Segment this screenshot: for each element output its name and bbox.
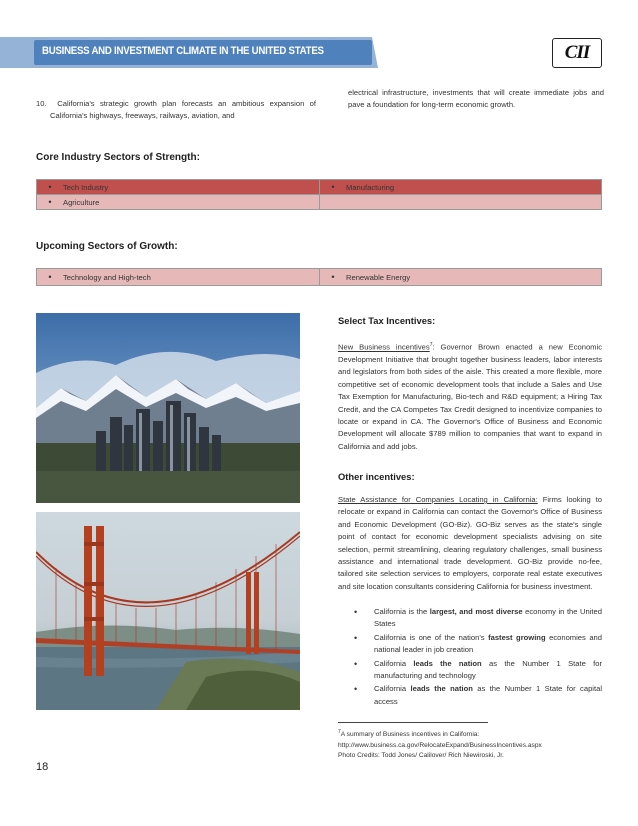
- table-row: [37, 269, 602, 286]
- intro-left-paragraph: [36, 98, 316, 123]
- golden-gate-bridge-photo: [36, 512, 300, 710]
- footnote-rule: [338, 722, 488, 723]
- table-row: [37, 180, 602, 195]
- bullet-emphasis: largest, and most diverse: [429, 607, 523, 616]
- other-incentives-paragraph: [338, 494, 602, 593]
- other-incentives-body: Firms looking to relocate or expand in California can contact the Governor's Office of Business and Economic Development (GO-Biz). GO-Biz serves as the state's single point of contact for economic development specialists advising on site selection, permit streamlining, clearing regulatory challenges, small business assistance and international trade development. GO-Biz provide no-fee, tailored site selection services to employers, corporate real estate executives and site location consultants considering California for business investment.: [338, 495, 602, 591]
- footnote-ref: 7: [429, 342, 433, 348]
- incentive-bullet-list: [338, 606, 602, 709]
- page-number: 18: [36, 761, 49, 773]
- bullet-text: California is the: [374, 607, 430, 616]
- table-row: [37, 195, 602, 210]
- list-number: 10.: [36, 99, 47, 108]
- bullet-text: economy in the United States: [374, 607, 602, 629]
- bullet: •: [48, 197, 52, 207]
- bullet-text: economies and national leader in job creation: [374, 632, 602, 655]
- tax-incentives-body: : Governor Brown enacted a new Economic Development Initiative that brought together business leaders, labor interests and legislators from both sides of the aisle. This created a more flexible, more competitive set of economic development tools that include a Sales and Use Tax Exemption for Manufacturing, Bio-tech and R&D equipment; a Hiring Tax Credit, and the CA Competes Tax Credit designed to incentivize companies to locate or expand in CA. The Governor's Office of Business and Economic Development will allocate $789 million to companies that want to expand in California and add jobs.: [338, 342, 602, 451]
- list-item: [338, 658, 602, 683]
- sector-renewable-energy: Renewable Energy: [346, 272, 411, 282]
- core-sectors-heading: Core Industry Sectors of Strength:: [36, 152, 200, 163]
- list-item: [338, 606, 602, 631]
- upcoming-sectors-table: [36, 268, 602, 286]
- bullet-text: as the Number 1 State for capital access: [374, 684, 603, 706]
- bullet: •: [354, 684, 358, 695]
- bullet: •: [354, 632, 358, 643]
- other-incentives-heading: Other incentives:: [338, 471, 415, 482]
- other-incentives-lead: State Assistance for Companies Locating in California:: [338, 495, 538, 504]
- footnote-line-1: A summary of Business incentives in California:: [340, 731, 480, 739]
- bullet-emphasis: fastest growing: [488, 632, 546, 642]
- bullet-text: as the Number 1 State for manufacturing and technology: [374, 658, 603, 681]
- running-header-title: BUSINESS AND INVESTMENT CLIMATE IN THE UNITED STATES: [42, 45, 324, 57]
- bullet: •: [331, 182, 335, 192]
- footnote: [338, 727, 608, 762]
- sector-tech-industry: Tech Industry: [63, 182, 109, 192]
- sector-agriculture: Agriculture: [63, 197, 100, 207]
- sector-technology: Technology and High-tech: [63, 272, 151, 282]
- bullet: •: [48, 272, 52, 282]
- bullet: •: [354, 658, 358, 669]
- bullet-emphasis: leads the nation: [410, 684, 473, 694]
- tax-incentives-lead: New Business incentives: [338, 342, 430, 352]
- other-incentives-section: [338, 471, 602, 482]
- bullet-emphasis: leads the nation: [413, 658, 482, 668]
- photo-credits: Photo Credits: Todd Jones/ Calilover/ Rich Niewiroski, Jr.: [338, 752, 504, 760]
- bullet: •: [48, 182, 52, 192]
- intro-left-text: California's strategic growth plan forecasts an ambitious expansion of California's highways, freeways, railways, aviation, and: [50, 99, 316, 121]
- footnote-url: http://www.business.ca.gov/RelocateExpand/BusinessIncentives.aspx: [338, 741, 542, 749]
- los-angeles-skyline-photo: [36, 313, 300, 503]
- bullet-text: California is one of the nation's: [374, 632, 489, 642]
- list-item: [338, 683, 602, 708]
- sector-manufacturing: Manufacturing: [346, 182, 395, 192]
- tax-incentives-heading: Select Tax Incentives:: [338, 315, 436, 326]
- bullet: •: [354, 607, 358, 617]
- tax-incentives-section: [338, 315, 602, 326]
- footnote-mark: 7: [338, 729, 341, 735]
- upcoming-sectors-heading: Upcoming Sectors of Growth:: [36, 241, 178, 252]
- bullet-text: California: [374, 658, 414, 668]
- bullet: •: [331, 272, 335, 282]
- tax-incentives-paragraph: [338, 339, 602, 453]
- bullet-text: California: [374, 684, 411, 694]
- list-item: [338, 632, 602, 657]
- core-sectors-table: [36, 179, 602, 210]
- intro-right-paragraph: electrical infrastructure, investments that will create immediate jobs and pave a foundation for long-term economic growth.: [348, 88, 604, 110]
- cii-logo: CII: [552, 38, 602, 68]
